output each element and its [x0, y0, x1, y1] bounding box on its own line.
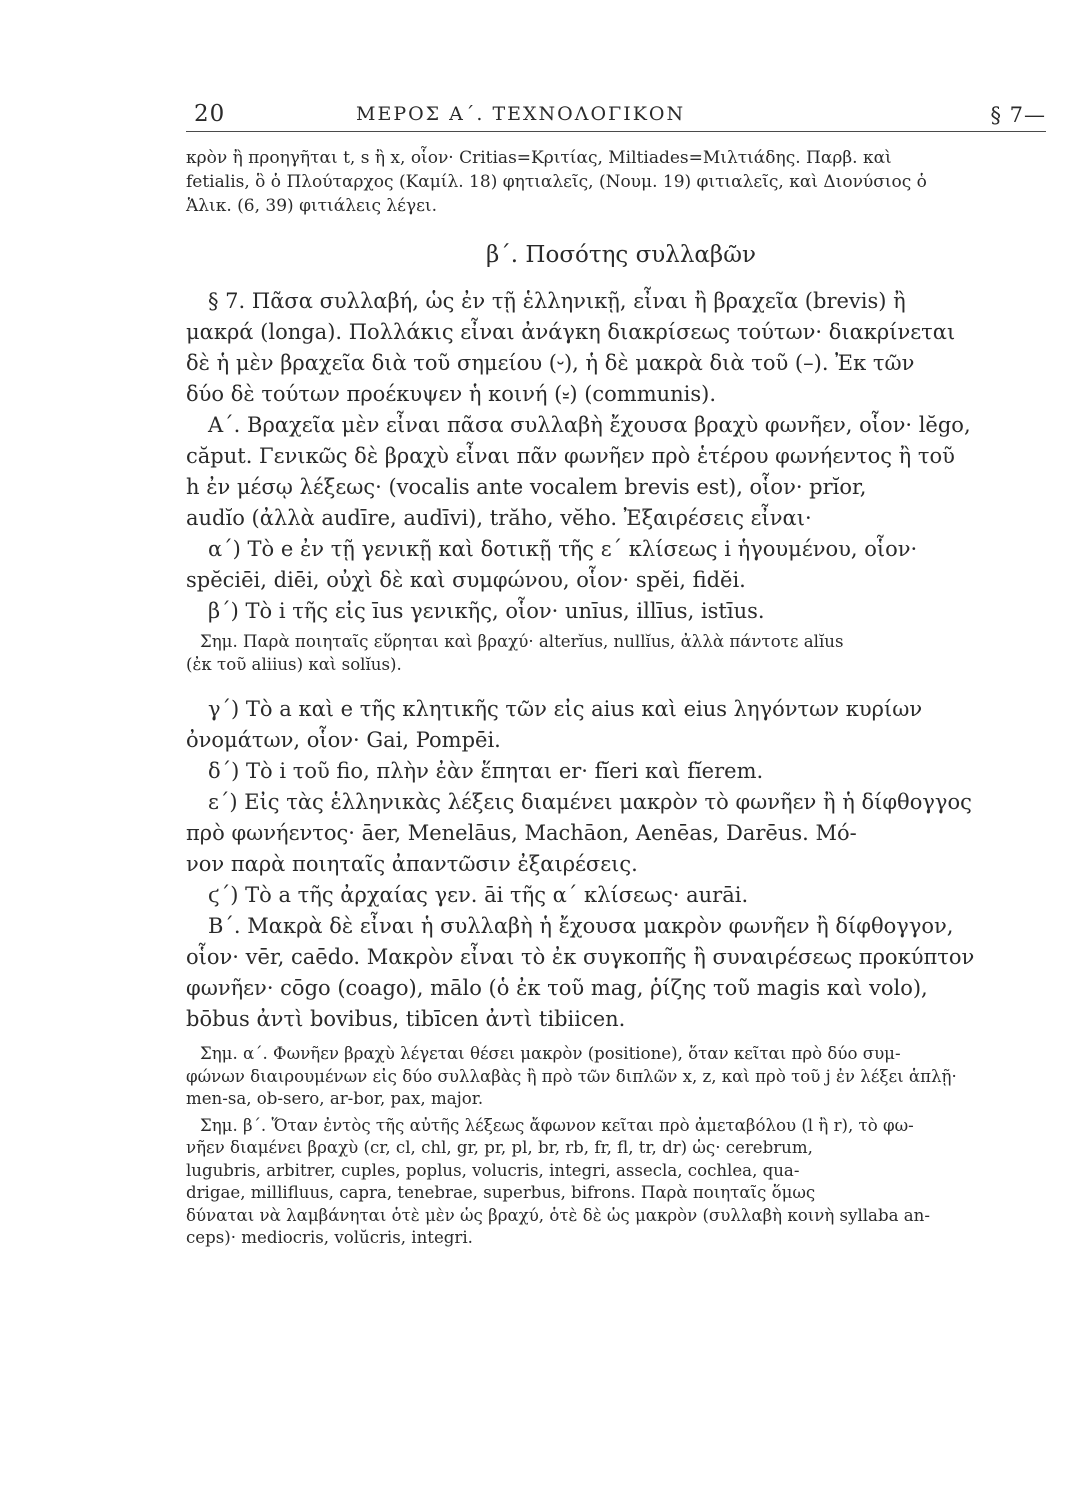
text-line: δύο δὲ τούτων προέκυψεν ἡ κοινή (⏓) (communis).	[186, 382, 717, 406]
page-number: 20	[194, 101, 226, 127]
section-mark: § 7—	[990, 103, 1046, 127]
text-line: Α΄. Βραχεῖα μὲν εἶναι πᾶσα συλλαβὴ ἔχουσα βραχὺ φωνῆεν, οἷον· lĕgo,	[208, 413, 971, 437]
text-line: audĭo (ἀλλὰ audīre, audīvi), trăho, vĕho. Ἐξαιρέσεις εἶναι·	[186, 506, 812, 530]
text-line: α΄) Τὸ e ἐν τῇ γενικῇ καὶ δοτικῇ τῆς ε΄ κλίσεως i ἡγουμένου, οἷον·	[208, 537, 918, 561]
text-line: ϛ΄) Τὸ a τῆς ἀρχαίας γεν. āi τῆς α΄ κλίσεως· aurāi.	[208, 883, 749, 907]
text-line: spĕciēi, diēi, οὐχὶ δὲ καὶ συμφώνου, οἷον· spĕi, fidĕi.	[186, 568, 746, 592]
text-line: β΄) Τὸ i τῆς εἰς īus γενικῆς, οἷον· unīus, illīus, istīus.	[208, 599, 765, 623]
text-line: γ΄) Τὸ a καὶ e τῆς κλητικῆς τῶν εἰς aius καὶ eius ληγόντων κυρίων	[208, 697, 923, 721]
text-line: Σημ. α΄. Φωνῆεν βραχὺ λέγεται θέσει μακρὸν (positione), ὅταν κεῖται πρὸ δύο συμ-	[200, 1044, 901, 1063]
text-line: (ἐκ τοῦ aliius) καὶ solĭus).	[186, 654, 402, 674]
text-line: căput. Γενικῶς δὲ βραχὺ εἶναι πᾶν φωνῆεν πρὸ ἑτέρου φωνήεντος ἢ τοῦ	[186, 444, 955, 468]
text-line: πρὸ φωνήεντος· āer, Menelāus, Machāon, Aenēas, Darēus. Μό-	[186, 821, 857, 845]
note-3	[186, 1115, 1046, 1250]
paragraph-a	[186, 534, 1046, 596]
text-line: κρὸν ἢ προηγῆται t, s ἢ x, οἷον· Critias=Κριτίας, Miltiades=Μιλτιάδης. Παρβ. καὶ	[186, 148, 892, 168]
note-1	[186, 631, 1046, 676]
text-line: οἷον· vēr, caēdo. Μακρὸν εἶναι τὸ ἐκ συγκοπῆς ἢ συναιρέσεως προκύπτον	[186, 945, 975, 969]
text-line: men-sa, ob-sero, ar-bor, pax, major.	[186, 1089, 484, 1108]
text-line: δ΄) Τὸ i τοῦ fio, πλὴν ἐὰν ἕπηται er· fĭeri καὶ fĭerem.	[208, 759, 764, 783]
text-line: νῆεν διαμένει βραχὺ (cr, cl, chl, gr, pr, pl, br, rb, fr, fl, tr, dr) ὡς· cerebrum,	[186, 1138, 813, 1157]
paragraph-e	[186, 787, 1046, 880]
text-line: Σημ. Παρὰ ποιηταῖς εὕρηται καὶ βραχύ· alterĭus, nullĭus, ἀλλὰ πάντοτε alĭus	[200, 632, 844, 651]
document-page	[186, 95, 1046, 1250]
paragraph-b	[186, 596, 1046, 627]
page-header	[186, 95, 1046, 132]
text-line: φώνων διαιρουμένων εἰς δύο συλλαβὰς ἢ πρὸ τῶν διπλῶν x, z, καὶ πρὸ τοῦ j ἐν λέξει ἁπλῇ·	[186, 1066, 957, 1086]
text-line: Ἁλικ. (6, 39) φιτιάλεις λέγει.	[186, 196, 437, 216]
text-line: δύναται νὰ λαμβάνηται ὁτὲ μὲν ὡς βραχύ, ὁτὲ δὲ ὡς μακρὸν (συλλαβὴ κοινὴ syllaba an-	[186, 1205, 930, 1225]
text-line: νον παρὰ ποιηταῖς ἀπαντῶσιν ἐξαιρέσεις.	[186, 852, 638, 876]
text-line: φωνῆεν· cōgo (coago), mālo (ὁ ἐκ τοῦ mag, ῥίζης τοῦ magis καὶ volo),	[186, 976, 928, 1000]
paragraph-A	[186, 410, 1046, 534]
paragraph-B	[186, 911, 1046, 1035]
paragraph-d	[186, 756, 1046, 787]
text-line: h ἐν μέσῳ λέξεως· (vocalis ante vocalem brevis est), οἷον· prĭor,	[186, 475, 867, 499]
text-line: Σημ. β΄. Ὅταν ἐντὸς τῆς αὐτῆς λέξεως ἄφωνον κεῖται πρὸ ἀμεταβόλου (l ἢ r), τὸ φω-	[200, 1115, 914, 1135]
text-line: drigae, millifluus, capra, tenebrae, superbus, bifrons. Παρὰ ποιηταῖς ὅμως	[186, 1183, 816, 1202]
text-line: § 7. Πᾶσα συλλαβή, ὡς ἐν τῇ ἑλληνικῇ, εἶναι ἢ βραχεῖα (brevis) ἢ	[208, 289, 906, 313]
text-line: δὲ ἡ μὲν βραχεῖα διὰ τοῦ σημείου (⏑), ἡ δὲ μακρὰ διὰ τοῦ (–). Ἐκ τῶν	[186, 351, 915, 375]
text-line: Β΄. Μακρὰ δὲ εἶναι ἡ συλλαβὴ ἡ ἔχουσα μακρὸν φωνῆεν ἢ δίφθογγον,	[208, 914, 954, 938]
text-line: fetialis, ὃ ὁ Πλούταρχος (Καμίλ. 18) φητιαλεῖς, (Νουμ. 19) φιτιαλεῖς, καὶ Διονύσιος ὁ	[186, 172, 927, 192]
text-line: ceps)· mediocris, volŭcris, integri.	[186, 1228, 473, 1247]
intro-paragraph	[186, 146, 1046, 218]
running-title: ΜΕΡΟΣ Α΄. ΤΕΧΝΟΛΟΓΙΚΟΝ	[356, 103, 686, 125]
text-line: lugubris, arbitrer, cuples, poplus, volucris, integri, assecla, cochlea, qua-	[186, 1160, 800, 1180]
text-line: ὀνομάτων, οἷον· Gai, Pompēi.	[186, 728, 501, 752]
text-line: bōbus ἀντὶ bovibus, tibīcen ἀντὶ tibiicen.	[186, 1007, 626, 1031]
section-title: β΄. Ποσότης συλλαβῶν	[486, 242, 756, 268]
text-line: ε΄) Εἰς τὰς ἑλληνικὰς λέξεις διαμένει μακρὸν τὸ φωνῆεν ἢ ἡ δίφθογγος	[208, 790, 972, 814]
note-2	[186, 1043, 1046, 1111]
text-line: μακρά (longa). Πολλάκις εἶναι ἀνάγκη διακρίσεως τούτων· διακρίνεται	[186, 320, 956, 344]
paragraph-c	[186, 694, 1046, 756]
paragraph-f	[186, 880, 1046, 911]
paragraph-7	[186, 286, 1046, 410]
